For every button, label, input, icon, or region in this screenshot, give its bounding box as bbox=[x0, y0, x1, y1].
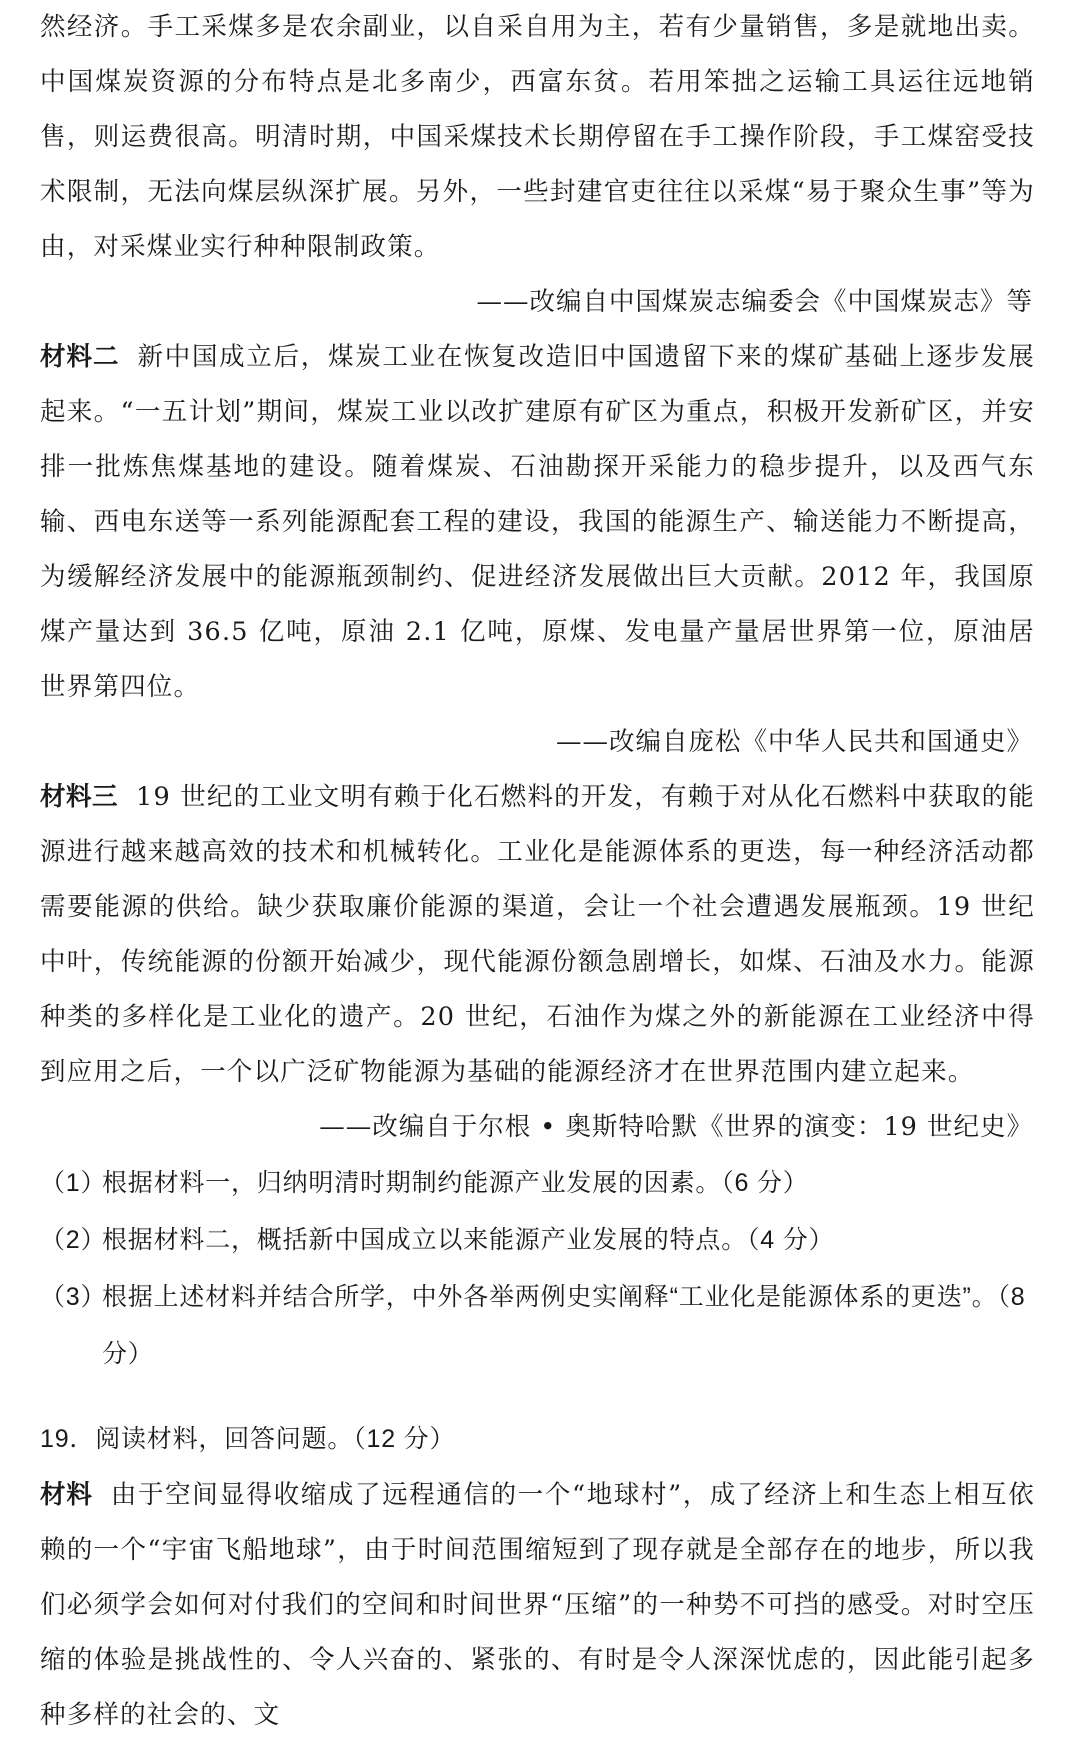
section-gap bbox=[40, 1383, 1035, 1411]
question-2-number: （2） bbox=[40, 1226, 107, 1254]
material2-text: 新中国成立后，煤炭工业在恢复改造旧中国遗留下来的煤矿基础上逐步发展起来。“一五计划”期间，煤炭工业以改扩建原有矿区为重点，积极开发新矿区，并安排一批炼焦煤基地的建设。随着煤炭、石油勘探开采能力的稳步提升，以及西气东输、西电东送等一系列能源配套工程的建设，我国的能源生产、输送能力不断提高，为缓解经济发展中的能源瓶颈制约、促进经济发展做出巨大贡献。2012 年，我国原煤产量达到 36.5 亿吨，原油 2.1 亿吨，原煤、发电量产量居世界第一位，原油居世界第四位。 bbox=[40, 342, 1035, 702]
question-1-number: （1） bbox=[40, 1169, 107, 1197]
question-3 bbox=[40, 1269, 1035, 1383]
material3-source: ——改编自于尔根 • 奥斯特哈默《世界的演变：19 世纪史》 bbox=[319, 1112, 1033, 1142]
question-1 bbox=[40, 1155, 1035, 1212]
material1-tail-text: 然经济。手工采煤多是农余副业，以自采自用为主，若有少量销售，多是就地出卖。中国煤炭资源的分布特点是北多南少，西富东贫。若用笨拙之运输工具运往远地销售，则运费很高。明清时期，中国采煤技术长期停留在手工操作阶段，手工煤窑受技术限制，无法向煤层纵深扩展。另外，一些封建官吏往往以采煤“易于聚众生事”等为由，对采煤业实行种种限制政策。 bbox=[40, 12, 1035, 262]
question-19-title: 19．阅读材料，回答问题。（12 分） bbox=[40, 1425, 456, 1453]
question-2-text: 根据材料二，概括新中国成立以来能源产业发展的特点。（4 分） bbox=[102, 1226, 835, 1254]
material3-text: 19 世纪的工业文明有赖于化石燃料的开发，有赖于对从化石燃料中获取的能源进行越来越高效的技术和机械转化。工业化是能源体系的更迭，每一种经济活动都需要能源的供给。缺少获取廉价能源的渠道，会让一个社会遭遇发展瓶颈。19 世纪中叶，传统能源的份额开始减少，现代能源份额急剧增长，如煤、石油及水力。能源种类的多样化是工业化的遗产。20 世纪，石油作为煤之外的新能源在工业经济中得到应用之后，一个以广泛矿物能源为基础的能源经济才在世界范围内建立起来。 bbox=[40, 782, 1035, 1087]
question-2 bbox=[40, 1212, 1035, 1269]
material3-paragraph bbox=[40, 770, 1035, 1100]
question-1-text: 根据材料一，归纳明清时期制约能源产业发展的因素。（6 分） bbox=[102, 1169, 809, 1197]
question-3-text: 根据上述材料并结合所学，中外各举两例史实阐释“工业化是能源体系的更迭”。（8 分） bbox=[102, 1283, 1026, 1368]
material1-source: ——改编自中国煤炭志编委会《中国煤炭志》等 bbox=[476, 287, 1033, 317]
question-3-number: （3） bbox=[40, 1283, 107, 1311]
material3-label: 材料三 bbox=[40, 782, 119, 812]
material2-paragraph bbox=[40, 330, 1035, 715]
question-19-material bbox=[40, 1468, 1035, 1743]
material2-label: 材料二 bbox=[40, 342, 120, 372]
material2-source: ——改编自庞松《中华人民共和国通史》 bbox=[555, 727, 1033, 757]
question-19-material-label: 材料 bbox=[40, 1480, 93, 1510]
question-19-material-text: 由于空间显得收缩成了远程通信的一个“地球村”，成了经济上和生态上相互依赖的一个“宇宙飞船地球”，由于时间范围缩短到了现存就是全部存在的地步，所以我们必须学会如何对付我们的空间和时间世界“压缩”的一种势不可挡的感受。对时空压缩的体验是挑战性的、令人兴奋的、紧张的、有时是令人深深忧虑的，因此能引起多种多样的社会的、文 bbox=[40, 1480, 1035, 1730]
exam-page bbox=[40, 0, 1035, 1743]
